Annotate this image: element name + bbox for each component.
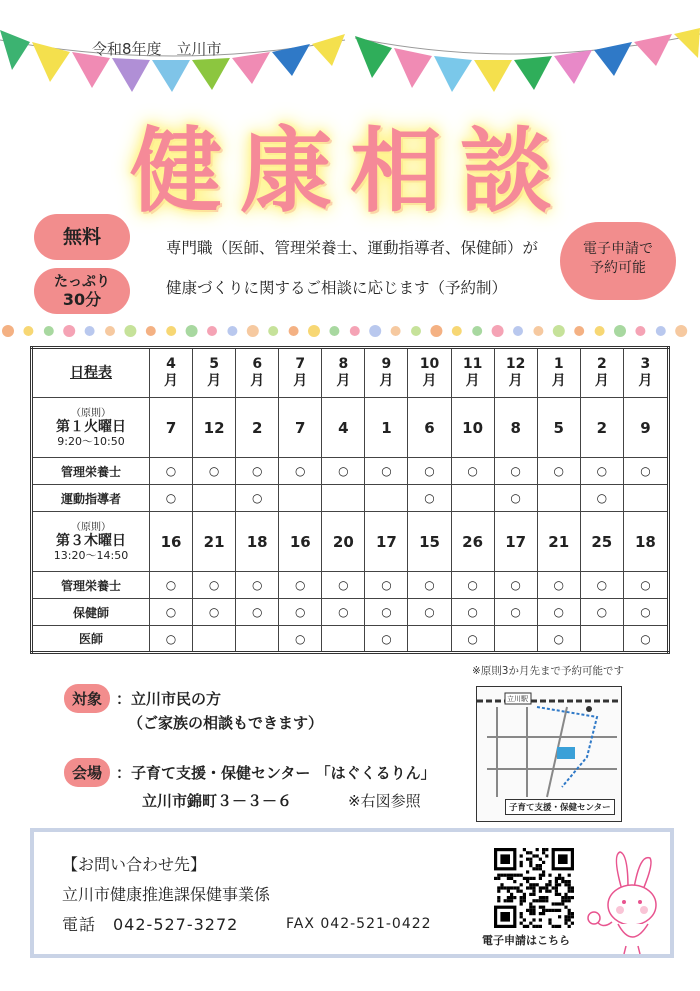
schedule-header-label: 日程表 bbox=[32, 348, 150, 398]
decor-dot bbox=[614, 325, 626, 337]
thursday-mark-cell: ○ bbox=[494, 572, 537, 599]
online-line2: 予約可能 bbox=[590, 260, 646, 276]
thursday-mark-cell bbox=[494, 626, 537, 653]
tuesday-date-cell: 12 bbox=[193, 398, 236, 458]
venue-address: 立川市錦町３－３－６ bbox=[142, 792, 293, 810]
decor-dot bbox=[207, 326, 217, 336]
decor-dot bbox=[289, 326, 299, 336]
tuesday-date-cell: 9 bbox=[623, 398, 668, 458]
online-booking-badge bbox=[560, 222, 676, 300]
duration-line1: たっぷり bbox=[54, 274, 110, 290]
tuesday-mark-cell: ○ bbox=[408, 485, 451, 512]
decor-dot bbox=[186, 325, 198, 337]
decor-dot bbox=[595, 326, 605, 336]
free-badge: 無料 bbox=[34, 214, 130, 260]
tuesday-label: （原則） 第１火曜日 9:20～10:50 bbox=[32, 398, 150, 458]
thursday-mark-cell: ○ bbox=[537, 599, 580, 626]
decor-dot bbox=[391, 326, 401, 336]
tuesday-date-cell: 2 bbox=[580, 398, 623, 458]
decor-dot bbox=[656, 326, 666, 336]
thursday-mark-cell: ○ bbox=[279, 599, 322, 626]
description-line1: 専門職（医師、管理栄養士、運動指導者、保健師）が bbox=[166, 239, 539, 257]
month-header-cell: 2 月 bbox=[580, 348, 623, 398]
decor-dot bbox=[574, 326, 584, 336]
decor-dot bbox=[124, 325, 136, 337]
tuesday-date-cell: 8 bbox=[494, 398, 537, 458]
tuesday-staff-row: 運動指導者 ○ ○ ○ ○ ○ bbox=[32, 485, 669, 512]
target-tag: 対象 bbox=[64, 684, 110, 713]
thursday-date-cell: 16 bbox=[150, 512, 193, 572]
tuesday-dates-row bbox=[32, 398, 669, 458]
duration-badge bbox=[34, 268, 130, 314]
tuesday-date-cell: 1 bbox=[365, 398, 408, 458]
month-header-cell: 4 月 bbox=[150, 348, 193, 398]
thursday-mark-cell: ○ bbox=[150, 572, 193, 599]
tuesday-mark-cell: ○ bbox=[365, 458, 408, 485]
thursday-mark-cell: ○ bbox=[537, 626, 580, 653]
contact-heading: 【お問い合わせ先】 bbox=[62, 855, 207, 874]
thursday-mark-cell: ○ bbox=[408, 599, 451, 626]
month-header-cell: 10 月 bbox=[408, 348, 451, 398]
thursday-mark-cell: ○ bbox=[537, 572, 580, 599]
venue-line1: ：子育て支援・保健センター 「はぐくるりん」 bbox=[116, 764, 436, 782]
month-header-cell: 12 月 bbox=[494, 348, 537, 398]
tuesday-mark-cell: ○ bbox=[408, 458, 451, 485]
tuesday-mark-cell: ○ bbox=[537, 458, 580, 485]
decor-dot bbox=[268, 326, 278, 336]
decor-dot bbox=[430, 325, 442, 337]
decor-dot bbox=[166, 326, 176, 336]
tuesday-mark-cell: ○ bbox=[150, 485, 193, 512]
decor-dot bbox=[105, 326, 115, 336]
decor-dot bbox=[350, 326, 360, 336]
thursday-date-cell: 17 bbox=[494, 512, 537, 572]
thursday-mark-cell: ○ bbox=[451, 599, 494, 626]
thursday-mark-cell: ○ bbox=[623, 572, 668, 599]
tuesday-mark-cell: ○ bbox=[494, 485, 537, 512]
thursday-staff-row: 保健師 ○ ○ ○ ○ ○ ○ ○ ○ ○ ○ ○ ○ bbox=[32, 599, 669, 626]
month-header-cell: 6 月 bbox=[236, 348, 279, 398]
thursday-mark-cell: ○ bbox=[193, 599, 236, 626]
tuesday-mark-cell: ○ bbox=[236, 458, 279, 485]
thursday-mark-cell: ○ bbox=[365, 626, 408, 653]
tuesday-date-cell: 2 bbox=[236, 398, 279, 458]
tuesday-mark-cell: ○ bbox=[580, 458, 623, 485]
dot-divider bbox=[0, 320, 700, 342]
tuesday-date-cell: 4 bbox=[322, 398, 365, 458]
venue-map-ref: ※右図参照 bbox=[348, 792, 421, 810]
tuesday-date-cell: 10 bbox=[451, 398, 494, 458]
thursday-label: （原則） 第３木曜日 13:20～14:50 bbox=[32, 512, 150, 572]
contact-fax: FAX 042-521-0422 bbox=[286, 916, 432, 932]
tuesday-mark-cell bbox=[279, 485, 322, 512]
duration-line2: 30分 bbox=[62, 290, 102, 309]
thursday-mark-cell: ○ bbox=[580, 599, 623, 626]
tuesday-date-cell: 7 bbox=[279, 398, 322, 458]
thursday-date-cell: 16 bbox=[279, 512, 322, 572]
tuesday-date-cell: 7 bbox=[150, 398, 193, 458]
decor-dot bbox=[492, 325, 504, 337]
decor-dot bbox=[472, 326, 482, 336]
venue-tag: 会場 bbox=[64, 758, 110, 787]
tuesday-date-cell: 6 bbox=[408, 398, 451, 458]
rabbit-mascot-icon bbox=[582, 850, 672, 958]
tuesday-mark-cell: ○ bbox=[236, 485, 279, 512]
schedule-table bbox=[30, 346, 670, 654]
thursday-mark-cell: ○ bbox=[193, 572, 236, 599]
tuesday-mark-cell: ○ bbox=[279, 458, 322, 485]
tuesday-staff-row: 管理栄養士 ○ ○ ○ ○ ○ ○ ○ ○ ○ ○ ○ ○ bbox=[32, 458, 669, 485]
month-header-cell: 11 月 bbox=[451, 348, 494, 398]
decor-dot bbox=[227, 326, 237, 336]
thursday-mark-cell bbox=[236, 626, 279, 653]
thursday-mark-cell: ○ bbox=[150, 599, 193, 626]
month-header-cell: 8 月 bbox=[322, 348, 365, 398]
map-facility-label: 子育て支援・保健センター bbox=[505, 799, 615, 815]
decor-dot bbox=[63, 325, 75, 337]
thursday-date-cell: 25 bbox=[580, 512, 623, 572]
thursday-mark-cell: ○ bbox=[365, 599, 408, 626]
decor-dot bbox=[513, 326, 523, 336]
thursday-mark-cell: ○ bbox=[279, 626, 322, 653]
tuesday-mark-cell: ○ bbox=[150, 458, 193, 485]
schedule-header-row bbox=[32, 348, 669, 398]
thursday-date-cell: 21 bbox=[537, 512, 580, 572]
thursday-staff-row: 管理栄養士 ○ ○ ○ ○ ○ ○ ○ ○ ○ ○ ○ ○ bbox=[32, 572, 669, 599]
contact-org: 立川市健康推進課保健事業係 bbox=[62, 885, 271, 904]
thursday-mark-cell: ○ bbox=[236, 599, 279, 626]
thursday-mark-cell bbox=[408, 626, 451, 653]
thursday-mark-cell bbox=[193, 626, 236, 653]
thursday-mark-cell: ○ bbox=[580, 572, 623, 599]
decor-dot bbox=[308, 325, 320, 337]
thursday-mark-cell: ○ bbox=[365, 572, 408, 599]
contact-phone: 電話 042-527-3272 bbox=[62, 915, 239, 934]
target-line2: （ご家族の相談もできます） bbox=[128, 714, 324, 732]
tuesday-mark-cell bbox=[451, 485, 494, 512]
thursday-date-cell: 18 bbox=[623, 512, 668, 572]
decor-dot bbox=[329, 326, 339, 336]
tuesday-date-cell: 5 bbox=[537, 398, 580, 458]
qr-caption: 電子申請はこちら bbox=[482, 934, 570, 947]
decor-dot bbox=[635, 326, 645, 336]
thursday-mark-cell: ○ bbox=[494, 599, 537, 626]
thursday-date-cell: 20 bbox=[322, 512, 365, 572]
decor-dot bbox=[411, 326, 421, 336]
decor-dot bbox=[369, 325, 381, 337]
map-station-label: 立川駅 bbox=[507, 695, 528, 703]
month-header-cell: 7 月 bbox=[279, 348, 322, 398]
thursday-mark-cell bbox=[580, 626, 623, 653]
thursday-date-cell: 26 bbox=[451, 512, 494, 572]
decor-dot bbox=[247, 325, 259, 337]
tuesday-mark-cell: ○ bbox=[451, 458, 494, 485]
tuesday-mark-cell: ○ bbox=[623, 458, 668, 485]
thursday-mark-cell: ○ bbox=[279, 572, 322, 599]
month-header-cell: 5 月 bbox=[193, 348, 236, 398]
decor-dot bbox=[533, 326, 543, 336]
month-header-cell: 1 月 bbox=[537, 348, 580, 398]
location-map bbox=[476, 686, 622, 822]
thursday-mark-cell bbox=[322, 626, 365, 653]
thursday-date-cell: 15 bbox=[408, 512, 451, 572]
decor-dot bbox=[553, 325, 565, 337]
month-header-cell: 3 月 bbox=[623, 348, 668, 398]
decor-dot bbox=[2, 325, 14, 337]
thursday-mark-cell: ○ bbox=[322, 572, 365, 599]
tuesday-mark-cell bbox=[365, 485, 408, 512]
tuesday-mark-cell: ○ bbox=[580, 485, 623, 512]
tuesday-mark-cell: ○ bbox=[193, 458, 236, 485]
contact-box bbox=[30, 828, 674, 958]
decor-dot bbox=[675, 325, 687, 337]
thursday-mark-cell: ○ bbox=[451, 572, 494, 599]
month-header-cell: 9 月 bbox=[365, 348, 408, 398]
fiscal-year-label: 令和8年度 立川市 bbox=[92, 40, 222, 58]
tuesday-mark-cell bbox=[537, 485, 580, 512]
thursday-date-cell: 18 bbox=[236, 512, 279, 572]
decor-dot bbox=[23, 326, 33, 336]
page-title: 健康相談 bbox=[129, 118, 570, 225]
online-line1: 電子申請で bbox=[583, 241, 653, 257]
thursday-dates-row bbox=[32, 512, 669, 572]
decor-dot bbox=[146, 326, 156, 336]
decor-dot bbox=[452, 326, 462, 336]
decor-dot bbox=[85, 326, 95, 336]
target-line1: ：立川市民の方 bbox=[116, 690, 222, 708]
decor-dot bbox=[44, 326, 54, 336]
thursday-mark-cell: ○ bbox=[322, 599, 365, 626]
tuesday-mark-cell: ○ bbox=[494, 458, 537, 485]
thursday-staff-row: 医師 ○ ○ ○ ○ ○ ○ bbox=[32, 626, 669, 653]
thursday-date-cell: 21 bbox=[193, 512, 236, 572]
tuesday-mark-cell bbox=[322, 485, 365, 512]
thursday-date-cell: 17 bbox=[365, 512, 408, 572]
reservation-footnote: ※原則3か月先まで予約可能です bbox=[472, 665, 624, 677]
thursday-mark-cell: ○ bbox=[150, 626, 193, 653]
tuesday-mark-cell bbox=[623, 485, 668, 512]
qr-code[interactable] bbox=[494, 848, 574, 928]
thursday-mark-cell: ○ bbox=[623, 626, 668, 653]
thursday-mark-cell: ○ bbox=[451, 626, 494, 653]
tuesday-mark-cell bbox=[193, 485, 236, 512]
thursday-mark-cell: ○ bbox=[623, 599, 668, 626]
thursday-mark-cell: ○ bbox=[236, 572, 279, 599]
thursday-mark-cell: ○ bbox=[408, 572, 451, 599]
tuesday-mark-cell: ○ bbox=[322, 458, 365, 485]
description-line2: 健康づくりに関するご相談に応じます（予約制） bbox=[166, 279, 508, 297]
